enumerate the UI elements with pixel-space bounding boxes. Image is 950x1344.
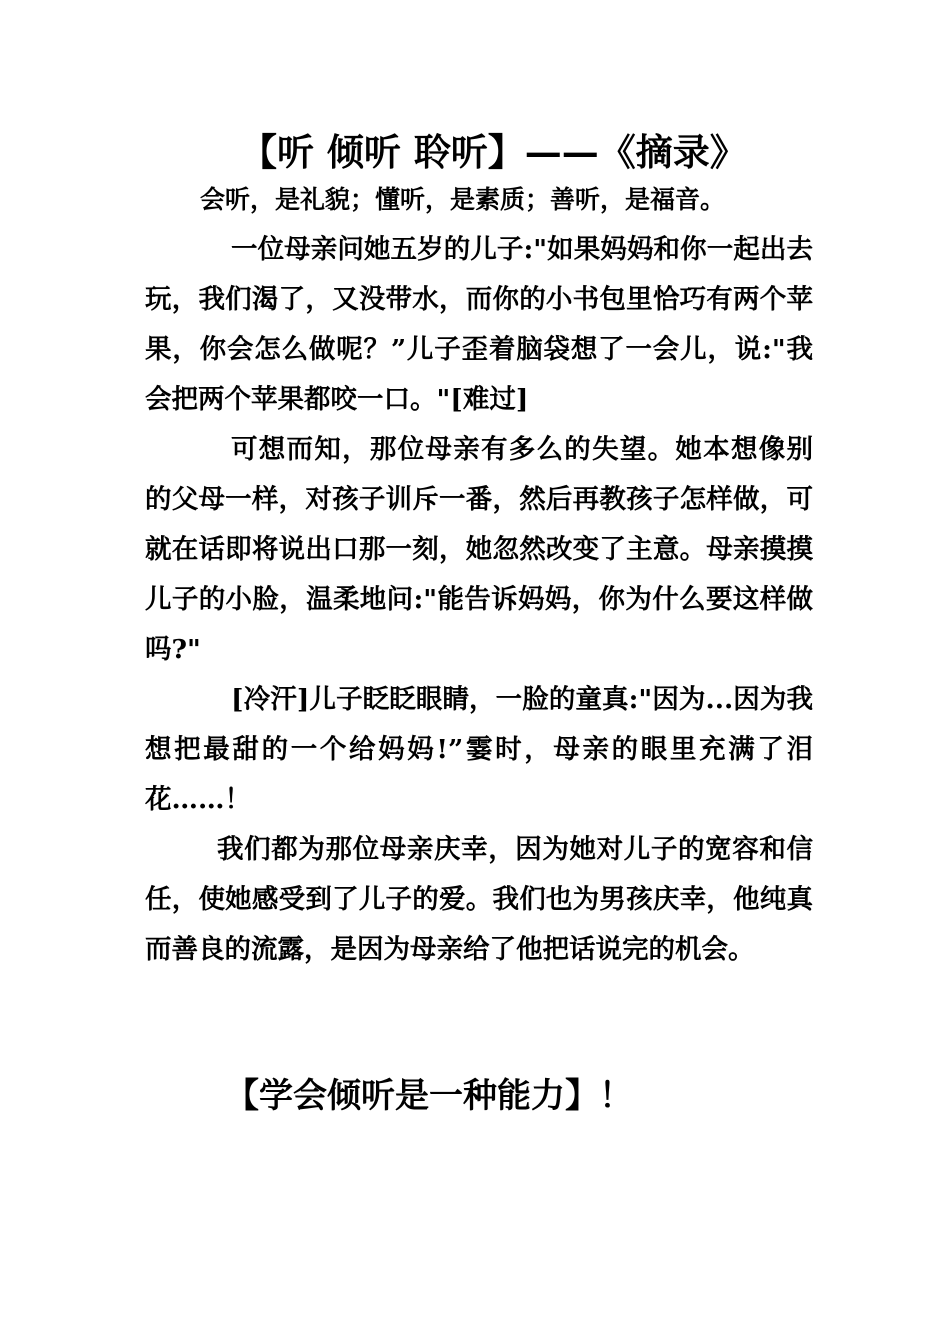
document-title: 【听 倾听 聆听】——《摘录》 [240, 130, 747, 174]
paragraph-2: 可想而知，那位母亲有多么的失望。她本想像别的父母一样，对孩子训斥一番，然后再教孩子怎样做，可就在话即将说出口那一刻，她忽然改变了主意。母亲摸摸儿子的小脸，温柔地问:"能告诉妈妈，你为什么要这样做吗?" [145, 434, 813, 665]
closing-statement: 【学会倾听是一种能力】！ [225, 1076, 633, 1116]
paragraph-4: 我们都为那位母亲庆幸，因为她对儿子的宽容和信任，使她感受到了儿子的爱。我们也为男孩庆幸，他纯真而善良的流露，是因为母亲给了他把话说完的机会。 [145, 834, 813, 965]
paragraph-3: [冷汗]儿子眨眨眼睛，一脸的童真:"因为...因为我想把最甜的一个给妈妈!”霎时，母亲的眼里充满了泪花……！ [145, 684, 813, 815]
paragraph-1: 一位母亲问她五岁的儿子:"如果妈妈和你一起出去玩，我们渴了，又没带水，而你的小书包里恰巧有两个苹果，你会怎么做呢？”儿子歪着脑袋想了一会儿，说:"我会把两个苹果都咬一口。"[难过] [145, 234, 813, 415]
document-subtitle: 会听，是礼貌；懂听，是素质；善听，是福音。 [200, 185, 726, 214]
